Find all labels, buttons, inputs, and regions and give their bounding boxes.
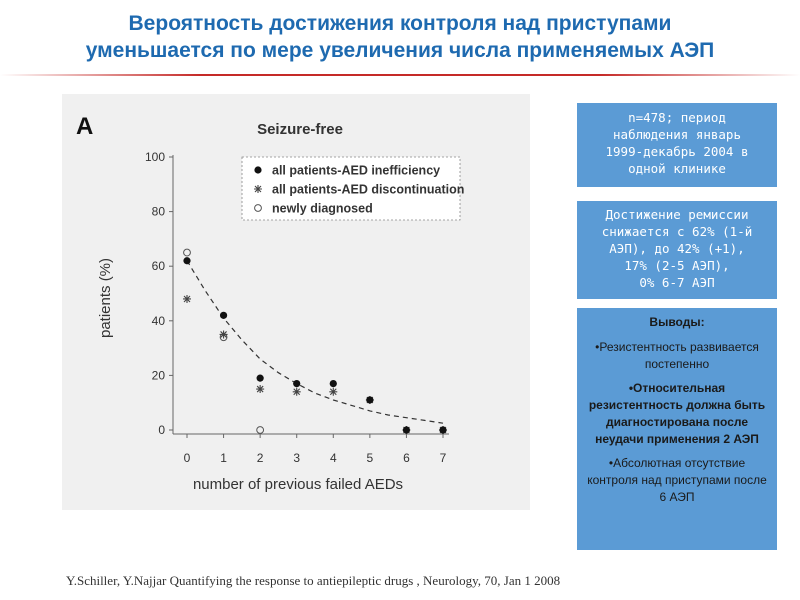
chart-svg [62, 94, 530, 510]
y-tick-label: 0 [158, 423, 165, 437]
data-point [293, 380, 300, 387]
conclusion-point-3: •Абсолютная отсутствие контроля над приступами после 6 АЭП [587, 456, 767, 504]
x-axis-label: number of previous failed AEDs [192, 476, 404, 493]
citation: Y.Schiller, Y.Najjar Quantifying the response to antiepileptic drugs , Neurology, 70, Jan 1 2008 [66, 573, 561, 588]
x-tick-label: 3 [293, 451, 301, 465]
x-tick-label: 6 [403, 451, 410, 465]
chart-title: Seizure-free [257, 121, 343, 138]
y-tick-label: 60 [151, 259, 165, 274]
y-tick-label: 100 [144, 150, 165, 164]
data-point [257, 427, 264, 434]
data-point [220, 312, 227, 319]
y-tick-label: 20 [151, 368, 165, 383]
chart-figure [62, 94, 530, 510]
data-point [330, 380, 337, 387]
data-point [257, 375, 264, 382]
remission-line: снижается с 62% (1-й [601, 224, 753, 239]
legend-label: newly diagnosed [272, 201, 373, 216]
conclusion-point-1: •Резистентность развивается постепенно [595, 340, 759, 371]
legend-label: all patients-AED inefficiency [272, 163, 441, 178]
legend-marker [254, 185, 262, 193]
study-info-line: одной клинике [628, 161, 726, 176]
legend-label: all patients-AED discontinuation [272, 182, 465, 197]
data-point [439, 426, 446, 433]
conclusions-box [577, 308, 777, 550]
study-info-line: n=478; период [628, 110, 726, 125]
conclusion-point-2: •Относительная резистентность должна быть диагностирована после неудачи применения 2 АЭП [588, 381, 766, 446]
x-tick-label: 5 [366, 451, 374, 465]
data-point [220, 330, 228, 338]
y-tick-label: 80 [151, 204, 165, 219]
legend [242, 157, 464, 220]
data-point [293, 388, 301, 396]
remission-line: 17% (2-5 АЭП), [624, 258, 730, 273]
data-point [403, 426, 410, 433]
study-info-line: наблюдения январь [613, 127, 741, 142]
y-tick-label: 40 [151, 313, 165, 328]
data-point [329, 388, 337, 396]
x-tick-label: 7 [439, 451, 447, 465]
study-info-box [577, 103, 777, 187]
slide-title [0, 10, 800, 64]
x-tick-label: 1 [220, 451, 227, 465]
remission-line: Достижение ремиссии [605, 207, 749, 222]
fit-curve [187, 261, 443, 424]
data-point [256, 385, 264, 393]
study-info-line: 1999-декабрь 2004 в [605, 144, 749, 159]
remission-line: 0% 6-7 АЭП [639, 275, 715, 290]
data-points [183, 249, 447, 434]
x-tick-label: 2 [256, 451, 264, 465]
data-point [183, 295, 191, 303]
legend-marker [254, 166, 261, 173]
data-point [183, 257, 190, 264]
data-point [184, 249, 191, 256]
title-divider [0, 74, 800, 76]
panel-label: A [76, 113, 94, 140]
conclusions-header: Выводы: [649, 315, 705, 329]
remission-box [577, 201, 777, 299]
slide-title-line-2: уменьшается по мере увеличения числа применяемых АЭП [85, 39, 715, 62]
fit-curve-layer [187, 261, 443, 424]
slide-title-line-1: Вероятность достижения контроля над приступами [128, 12, 672, 35]
x-tick-label: 0 [183, 451, 191, 465]
y-axis-label: patients (%) [97, 257, 114, 339]
x-tick-label: 4 [329, 451, 337, 465]
data-point [366, 396, 373, 403]
remission-line: АЭП), до 42% (+1), [609, 241, 745, 256]
